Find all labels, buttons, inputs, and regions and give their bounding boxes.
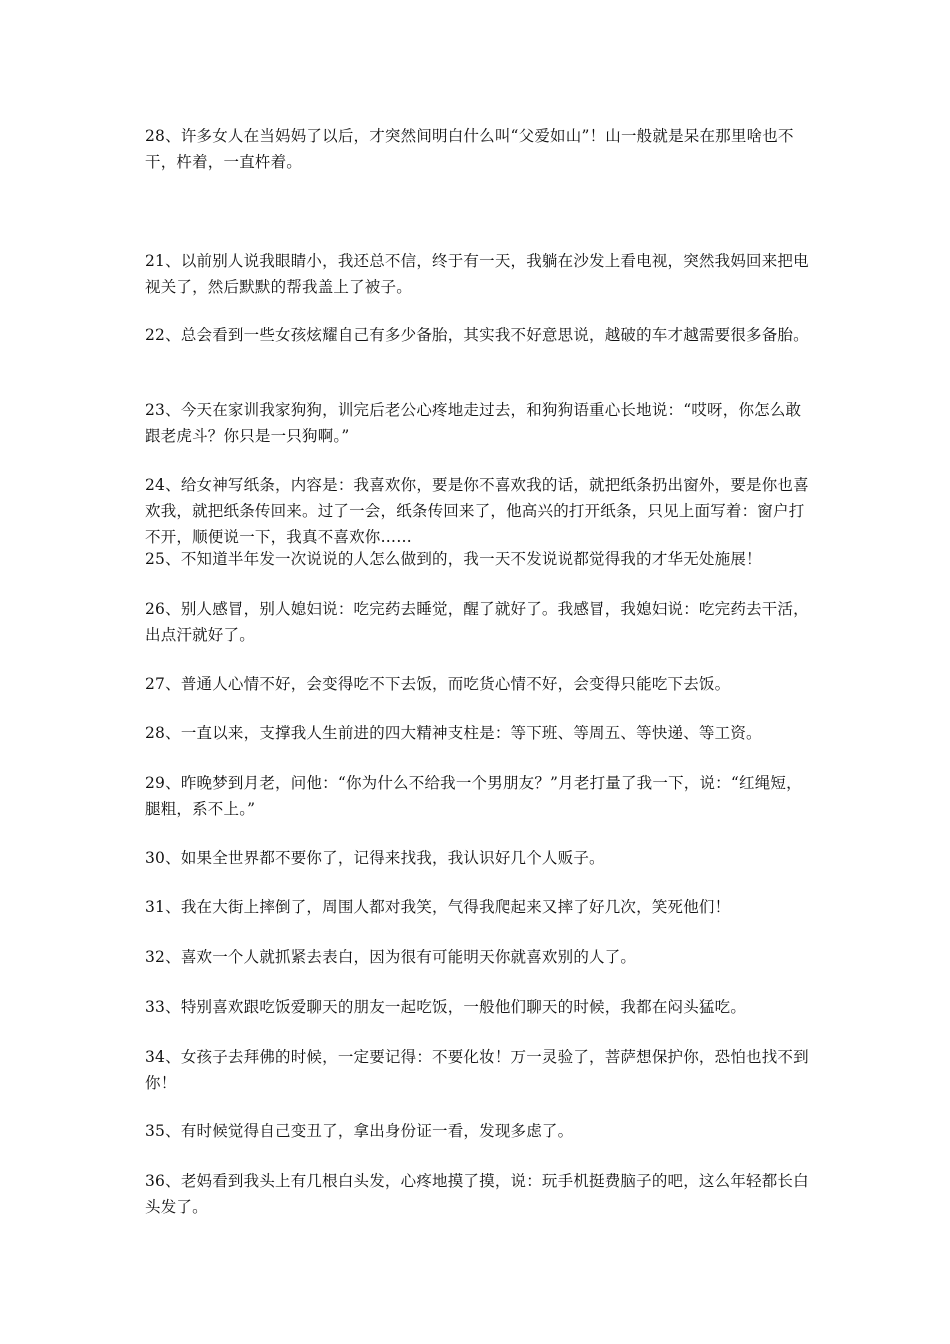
paragraph-35: 35、有时候觉得自己变丑了，拿出身份证一看，发现多虑了。 [145, 1122, 574, 1140]
paragraph-26: 26、别人感冒，别人媳妇说：吃完药去睡觉，醒了就好了。我感冒，我媳妇说：吃完药去干活，出点汗就好了。 [145, 600, 809, 644]
paragraph-27: 27、普通人心情不好，会变得吃不下去饭，而吃货心情不好，会变得只能吃下去饭。 [145, 675, 731, 693]
paragraph-29: 29、昨晚梦到月老，问他：“你为什么不给我一个男朋友？”月老打量了我一下，说：“红绳短，腿粗，系不上。” [145, 774, 802, 818]
paragraph-31: 31、我在大街上摔倒了，周围人都对我笑，气得我爬起来又摔了好几次，笑死他们！ [145, 898, 731, 916]
paragraph-24: 24、给女神写纸条，内容是：我喜欢你，要是你不喜欢我的话，就把纸条扔出窗外，要是你也喜欢我，就把纸条传回来。过了一会，纸条传回来了，他高兴的打开纸条，只见上面写着：窗户打不开，顺便说一下，我真不喜欢你…… [145, 476, 809, 546]
paragraph-34: 34、女孩子去拜佛的时候，一定要记得：不要化妆！万一灵验了，菩萨想保护你，恐怕也找不到你！ [145, 1048, 809, 1092]
paragraph-21: 21、以前别人说我眼睛小，我还总不信，终于有一天，我躺在沙发上看电视，突然我妈回来把电视关了，然后默默的帮我盖上了被子。 [145, 252, 809, 296]
paragraph-22: 22、总会看到一些女孩炫耀自己有多少备胎，其实我不好意思说，越破的车才越需要很多备胎。 [145, 326, 809, 344]
paragraph-33: 33、特别喜欢跟吃饭爱聊天的朋友一起吃饭，一般他们聊天的时候，我都在闷头猛吃。 [145, 998, 747, 1016]
paragraph-30: 30、如果全世界都不要你了，记得来找我，我认识好几个人贩子。 [145, 849, 605, 867]
paragraph-36: 36、老妈看到我头上有几根白头发，心疼地摸了摸，说：玩手机挺费脑子的吧，这么年轻都长白头发了。 [145, 1172, 809, 1216]
paragraph-32: 32、喜欢一个人就抓紧去表白，因为很有可能明天你就喜欢别的人了。 [145, 948, 637, 966]
paragraph-28: 28、一直以来，支撑我人生前进的四大精神支柱是：等下班、等周五、等快递、等工资。 [145, 724, 762, 742]
paragraph-28-father: 28、许多女人在当妈妈了以后，才突然间明白什么叫“父爱如山”！山一般就是呆在那里啥也不干，杵着，一直杵着。 [145, 127, 794, 171]
paragraph-23: 23、今天在家训我家狗狗，训完后老公心疼地走过去，和狗狗语重心长地说：“哎呀，你怎么敢跟老虎斗？你只是一只狗啊。” [145, 401, 802, 445]
paragraph-25: 25、不知道半年发一次说说的人怎么做到的，我一天不发说说都觉得我的才华无处施展！ [145, 550, 762, 568]
